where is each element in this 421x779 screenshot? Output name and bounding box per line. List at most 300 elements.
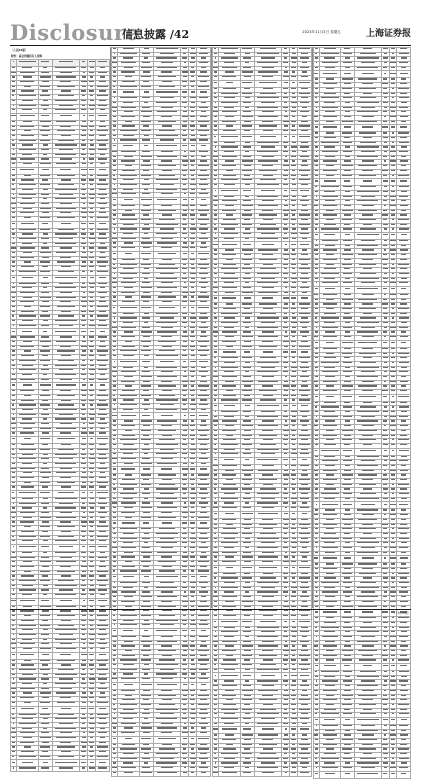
illegible-text [89, 369, 95, 370]
illegible-text [183, 493, 186, 494]
illegible-text [300, 102, 309, 103]
illegible-text [190, 713, 196, 714]
illegible-text [98, 688, 107, 689]
illegible-text [90, 561, 93, 562]
illegible-text [144, 135, 149, 136]
illegible-text [90, 718, 94, 719]
illegible-text [156, 620, 179, 621]
illegible-text [21, 355, 33, 356]
illegible-text [242, 214, 252, 215]
illegible-text [55, 728, 76, 729]
illegible-text [83, 203, 85, 204]
table-cell [153, 443, 181, 448]
illegible-text [89, 751, 94, 752]
illegible-text [13, 61, 15, 62]
illegible-text [113, 645, 117, 646]
illegible-text [213, 111, 217, 112]
illegible-text [113, 439, 115, 440]
table-cell [52, 683, 80, 688]
table-cell [181, 160, 189, 165]
illegible-text [214, 214, 216, 215]
table-cell [254, 228, 282, 233]
table-cell [52, 760, 80, 767]
illegible-text [99, 762, 105, 763]
illegible-text [123, 409, 133, 410]
illegible-text [113, 205, 117, 206]
illegible-text [200, 444, 206, 445]
illegible-text [190, 601, 195, 602]
illegible-text [12, 517, 15, 518]
illegible-text [41, 423, 49, 424]
illegible-text [183, 695, 187, 696]
table-cell [52, 551, 80, 556]
illegible-text [121, 62, 136, 63]
illegible-text [24, 438, 31, 439]
illegible-text [41, 158, 49, 159]
illegible-text [100, 606, 105, 607]
illegible-text [41, 458, 49, 459]
illegible-text [284, 179, 287, 180]
illegible-text [24, 175, 31, 176]
illegible-text [55, 109, 76, 110]
illegible-text [184, 238, 186, 239]
illegible-text [112, 327, 116, 328]
illegible-text [59, 678, 73, 679]
illegible-text [183, 307, 186, 308]
illegible-text [42, 708, 48, 709]
illegible-text [81, 575, 86, 576]
illegible-text [141, 650, 151, 651]
table-cell [254, 141, 282, 146]
illegible-text [12, 390, 16, 391]
illegible-text [11, 600, 15, 601]
illegible-text [12, 610, 16, 611]
illegible-text [291, 88, 296, 89]
illegible-text [21, 135, 33, 136]
illegible-text [183, 650, 187, 651]
illegible-text [214, 82, 216, 83]
illegible-text [57, 702, 75, 703]
table-cell [52, 418, 80, 423]
illegible-text [23, 297, 32, 298]
illegible-text [201, 367, 206, 368]
illegible-text [113, 71, 117, 72]
table-cell [16, 383, 38, 390]
table-cell [88, 491, 96, 498]
table-cell [38, 659, 52, 664]
illegible-text [12, 648, 15, 649]
illegible-text [221, 57, 237, 58]
illegible-text [112, 547, 116, 548]
illegible-text [12, 531, 16, 532]
table-cell [96, 305, 110, 310]
table-cell [197, 165, 211, 170]
illegible-text [291, 57, 297, 58]
illegible-text [260, 224, 276, 225]
table-cell [153, 453, 181, 458]
illegible-text [82, 428, 86, 429]
illegible-text [199, 238, 208, 239]
illegible-text [99, 566, 107, 567]
table-cell [197, 394, 211, 399]
illegible-text [90, 639, 94, 640]
illegible-text [191, 641, 194, 642]
illegible-text [156, 268, 179, 269]
illegible-text [190, 655, 195, 656]
illegible-text [12, 67, 15, 68]
illegible-text [291, 102, 297, 103]
illegible-text [258, 205, 278, 206]
illegible-text [82, 360, 85, 361]
illegible-text [214, 71, 217, 72]
illegible-text [90, 100, 94, 101]
table-cell [96, 184, 110, 189]
illegible-text [43, 277, 48, 278]
illegible-text [190, 435, 195, 436]
illegible-text [19, 325, 35, 326]
illegible-text [81, 751, 86, 752]
illegible-text [157, 287, 177, 288]
illegible-text [191, 91, 195, 92]
illegible-text [143, 170, 149, 171]
table-cell [117, 757, 139, 762]
illegible-text [113, 292, 117, 293]
illegible-text [81, 135, 86, 136]
table-cell [139, 385, 153, 390]
holder-table [111, 47, 211, 777]
illegible-text [283, 142, 288, 143]
table-cell [117, 703, 139, 708]
illegible-text [43, 100, 48, 101]
illegible-text [142, 62, 150, 63]
illegible-text [57, 306, 75, 307]
illegible-text [12, 697, 16, 698]
illegible-text [40, 482, 50, 483]
table-row [11, 544, 110, 551]
illegible-text [223, 130, 235, 131]
illegible-text [100, 121, 105, 122]
illegible-text [99, 708, 106, 709]
illegible-text [142, 624, 150, 625]
illegible-text [41, 723, 49, 724]
illegible-text [97, 86, 108, 87]
table-cell [197, 251, 211, 258]
illegible-text [120, 228, 136, 229]
table-cell [254, 183, 282, 188]
illegible-text [97, 482, 108, 483]
illegible-text [113, 699, 117, 700]
illegible-text [82, 238, 85, 239]
illegible-text [123, 355, 134, 356]
illegible-text [190, 107, 195, 108]
illegible-text [58, 536, 74, 537]
illegible-text [200, 48, 206, 49]
illegible-text [21, 575, 33, 576]
illegible-text [141, 507, 152, 508]
illegible-text [82, 163, 86, 164]
illegible-text [183, 350, 186, 351]
illegible-text [123, 233, 133, 234]
illegible-text [12, 243, 15, 244]
illegible-text [100, 109, 105, 110]
illegible-text [191, 606, 194, 607]
illegible-text [182, 479, 187, 480]
table-cell [117, 197, 139, 204]
illegible-text [41, 115, 49, 116]
illegible-text [141, 67, 152, 68]
illegible-text [259, 170, 277, 171]
illegible-text [12, 454, 15, 455]
illegible-text [191, 695, 194, 696]
table-cell [197, 359, 211, 366]
illegible-text [120, 175, 138, 176]
illegible-text [113, 175, 115, 176]
illegible-text [161, 415, 174, 416]
illegible-text [113, 655, 117, 656]
illegible-text [242, 93, 251, 94]
illegible-text [302, 151, 307, 152]
illegible-text [291, 200, 296, 201]
illegible-text [120, 273, 136, 274]
table-cell [96, 139, 110, 144]
illegible-text [99, 654, 107, 655]
illegible-text [201, 673, 206, 674]
illegible-text [60, 697, 71, 698]
illegible-text [191, 145, 195, 146]
illegible-text [200, 336, 208, 337]
illegible-text [81, 742, 87, 743]
illegible-text [113, 233, 116, 234]
illegible-text [142, 371, 150, 372]
illegible-text [120, 528, 138, 529]
illegible-text [58, 229, 74, 230]
illegible-text [182, 690, 188, 691]
illegible-text [284, 136, 287, 137]
illegible-text [124, 287, 133, 288]
illegible-text [89, 292, 94, 293]
illegible-text [113, 346, 117, 347]
illegible-text [260, 136, 276, 137]
illegible-text [201, 498, 206, 499]
illegible-text [300, 111, 309, 112]
table-cell [88, 706, 96, 713]
illegible-text [55, 189, 78, 190]
illegible-text [12, 169, 16, 170]
table-row [213, 134, 312, 141]
illegible-text [90, 95, 92, 96]
illegible-text [23, 606, 32, 607]
table-cell [16, 633, 38, 638]
table-cell [181, 628, 189, 635]
illegible-text [144, 57, 149, 58]
table-cell [80, 767, 88, 772]
table-cell [112, 193, 118, 198]
illegible-text [200, 709, 206, 710]
illegible-text [60, 212, 71, 213]
illegible-text [90, 737, 93, 738]
illegible-text [11, 115, 15, 116]
illegible-text [161, 116, 172, 117]
illegible-text [19, 580, 37, 581]
illegible-text [123, 444, 134, 445]
illegible-text [89, 486, 94, 487]
table-cell [38, 437, 52, 444]
illegible-text [141, 615, 150, 616]
illegible-text [60, 203, 73, 204]
table-cell [153, 619, 181, 624]
table-cell [52, 507, 80, 512]
illegible-text [97, 449, 107, 450]
illegible-text [90, 746, 93, 747]
illegible-text [190, 556, 195, 557]
illegible-text [125, 561, 132, 562]
illegible-text [144, 355, 149, 356]
illegible-text [22, 109, 32, 110]
illegible-text [113, 664, 116, 665]
illegible-text [55, 507, 76, 508]
illegible-text [182, 233, 187, 234]
illegible-text [141, 296, 151, 297]
table-cell [153, 736, 181, 743]
illegible-text [60, 423, 73, 424]
illegible-text [283, 53, 288, 54]
illegible-text [12, 121, 15, 122]
illegible-text [12, 463, 15, 464]
illegible-text [161, 238, 174, 239]
illegible-text [141, 528, 150, 529]
illegible-text [57, 746, 75, 747]
table-cell [197, 521, 211, 528]
illegible-text [99, 400, 106, 401]
illegible-text [99, 126, 107, 127]
illegible-text [60, 732, 73, 733]
illegible-text [113, 673, 116, 674]
illegible-text [190, 116, 195, 117]
illegible-text [99, 585, 105, 586]
illegible-text [182, 533, 187, 534]
illegible-text [12, 742, 16, 743]
illegible-text [156, 762, 177, 763]
illegible-text [82, 615, 86, 616]
table-cell [16, 275, 38, 282]
illegible-text [292, 214, 295, 215]
illegible-text [299, 224, 309, 225]
illegible-text [200, 205, 208, 206]
illegible-text [191, 322, 195, 323]
table-cell [117, 394, 139, 399]
table-cell [38, 692, 52, 697]
illegible-text [11, 732, 15, 733]
illegible-text [81, 233, 86, 234]
illegible-text [20, 557, 35, 558]
illegible-text [97, 746, 108, 747]
illegible-text [183, 624, 186, 625]
table-row [112, 521, 211, 528]
illegible-text [120, 86, 138, 87]
illegible-text [59, 589, 73, 590]
illegible-text [190, 547, 195, 548]
illegible-text [162, 259, 171, 260]
table-cell [153, 312, 181, 317]
table-cell [16, 598, 38, 605]
illegible-text [90, 472, 93, 473]
illegible-text [191, 552, 194, 553]
illegible-text [61, 664, 70, 665]
illegible-text [22, 552, 32, 553]
illegible-text [98, 325, 107, 326]
illegible-text [182, 313, 187, 314]
illegible-text [183, 253, 187, 254]
illegible-text [113, 718, 116, 719]
illegible-text [19, 503, 35, 504]
table-cell [38, 305, 52, 310]
illegible-text [201, 552, 206, 553]
table-cell [153, 413, 181, 420]
table-cell [112, 502, 118, 507]
illegible-text [141, 561, 151, 562]
illegible-text [90, 130, 93, 131]
table-cell [38, 736, 52, 741]
illegible-text [100, 243, 105, 244]
table-cell [153, 682, 181, 689]
illegible-text [191, 385, 194, 386]
illegible-text [182, 205, 188, 206]
illegible-text [13, 283, 15, 284]
illegible-text [59, 369, 73, 370]
table-cell [52, 540, 80, 545]
illegible-text [82, 208, 86, 209]
table-cell [117, 668, 139, 673]
illegible-text [90, 762, 94, 763]
illegible-text [221, 93, 239, 94]
illegible-text [40, 669, 49, 670]
illegible-text [56, 692, 76, 693]
illegible-text [215, 190, 217, 191]
illegible-text [182, 468, 188, 469]
illegible-text [61, 575, 70, 576]
illegible-text [184, 415, 186, 416]
table-cell [189, 404, 197, 409]
illegible-text [89, 610, 94, 611]
illegible-text [190, 566, 195, 567]
table-cell [96, 706, 110, 713]
illegible-text [100, 67, 105, 68]
illegible-text [81, 683, 86, 684]
illegible-text [82, 404, 85, 405]
illegible-text [199, 404, 208, 405]
table-cell [117, 52, 139, 57]
table-cell [117, 139, 139, 144]
table-cell [52, 498, 80, 503]
table-cell [139, 340, 153, 345]
table-cell [38, 472, 52, 477]
illegible-text [41, 688, 49, 689]
table-cell [189, 317, 197, 322]
illegible-text [156, 135, 179, 136]
illegible-text [90, 615, 93, 616]
illegible-text [99, 311, 106, 312]
illegible-text [55, 585, 78, 586]
table-cell [197, 528, 211, 533]
table-cell [197, 628, 211, 635]
illegible-text [141, 350, 150, 351]
illegible-text [182, 48, 187, 49]
illegible-text [12, 606, 15, 607]
illegible-text [98, 458, 107, 459]
illegible-text [292, 107, 296, 108]
illegible-text [41, 589, 49, 590]
illegible-text [200, 690, 208, 691]
